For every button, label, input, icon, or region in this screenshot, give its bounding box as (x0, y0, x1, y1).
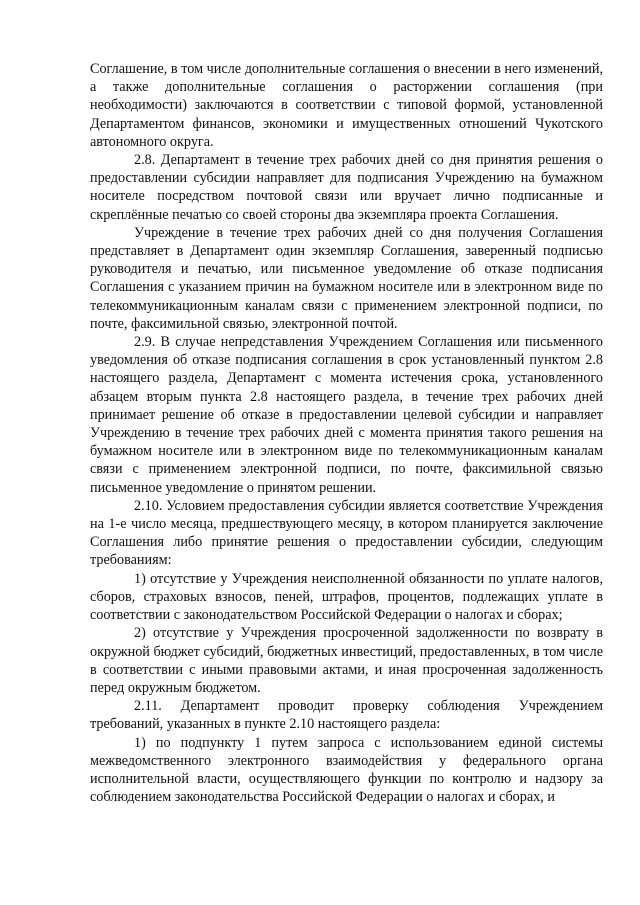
paragraph-2-10-item-1: 1) отсутствие у Учреждения неисполненной обязанности по уплате налогов, сборов, страховых взносов, пеней, штрафов, процентов, подлежащих уплате в соответствии с законодательством Российской Федерации о налогах и сборах; (90, 570, 603, 624)
paragraph-2-8-institution: Учреждение в течение трех рабочих дней со дня получения Соглашения представляет в Департамент один экземпляр Соглашения, заверенный подписью руководителя и печатью, или письменное уведомление об отказе подписания Соглашения с указанием причин на бумажном носителе или в электронном виде по телекоммуникационным каналам связи с применением электронной подписи, по почте, факсимильной связью, электронной почтой. (90, 224, 603, 332)
paragraph-2-9: 2.9. В случае непредставления Учреждением Соглашения или письменного уведомления об отказе подписания соглашения в срок установленный пунктом 2.8 настоящего раздела, Департамент с момента истечения срока, установленного абзацем вторым пункта 2.8 настоящего раздела, в течение трех рабочих дней принимает решение об отказе в предоставлении целевой субсидии и направляет Учреждению в течение трех рабочих дней с момента принятия такого решения на бумажном носителе или в электронном виде по телекоммуникационным каналам связи с применением электронной подписи, по почте, факсимильной связью письменное уведомление о принятом решении. (90, 334, 603, 496)
paragraph-agreement-form: Соглашение, в том числе дополнительные соглашения о внесении в него изменений, а также дополнительные соглашения о расторжении соглашения (при необходимости) заключаются в соответствии с типовой формой, установленной Департаментом финансов, экономики и имущественных отношений Чукотского автономного округа. (90, 61, 603, 150)
paragraph-2-10: 2.10. Условием предоставления субсидии является соответствие Учреждения на 1-е число месяца, предшествующего месяцу, в котором планируется заключение Соглашения либо принятие решения о предоставлении субсидии, следующим требованиям: (90, 497, 603, 569)
paragraph-2-11: 2.11. Департамент проводит проверку соблюдения Учреждением требований, указанных в пункте 2.10 настоящего раздела: (90, 698, 603, 733)
paragraph-2-10-item-2: 2) отсутствие у Учреждения просроченной задолженности по возврату в окружной бюджет субсидий, бюджетных инвестиций, предоставленных, в том числе в соответствии с иными правовыми актами, и иная просроченная задолженность перед окружным бюджетом. (90, 625, 603, 696)
paragraph-2-11-item-1: 1) по подпункту 1 путем запроса с использованием единой системы межведомственного электронного взаимодействия у федерального органа исполнительной власти, осуществляющего функции по контролю и надзору за соблюдением законодательства Российской Федерации о налогах и сборах, и (90, 734, 603, 806)
document-page (90, 60, 603, 806)
paragraph-2-8: 2.8. Департамент в течение трех рабочих дней со дня принятия решения о предоставлении субсидии направляет для подписания Учреждению на бумажном носителе посредством почтовой связи или вручает лично подписанные и скреплённые печатью со своей стороны два экземпляра проекта Соглашения. (90, 152, 603, 223)
